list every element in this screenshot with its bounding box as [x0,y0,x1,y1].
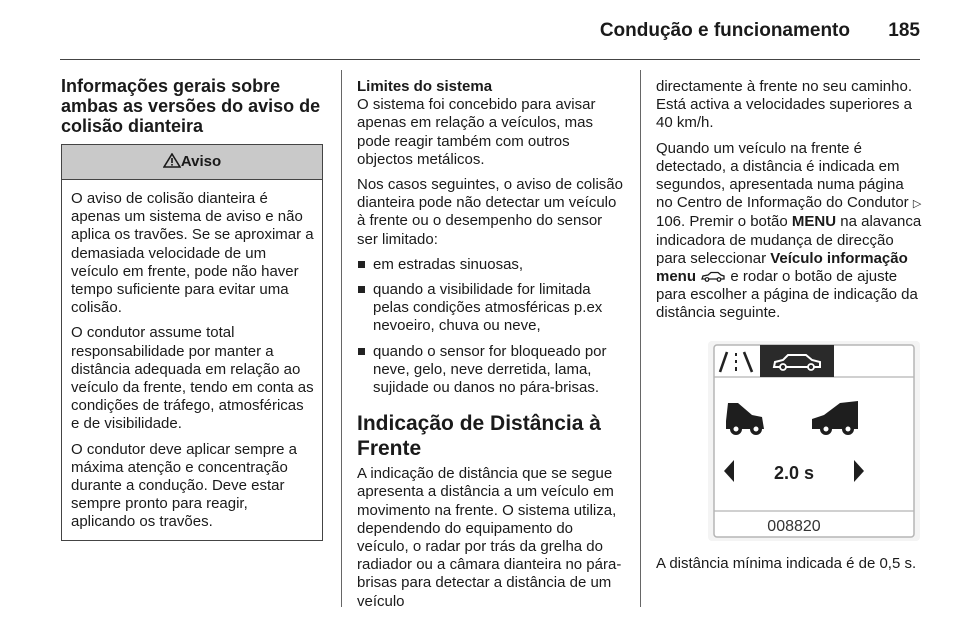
column-separator [640,70,641,607]
car-icon [700,271,726,282]
selected-tab [760,345,834,377]
warning-box [61,144,323,541]
page-number: 185 [888,20,920,41]
text-run: na alavanca indicadora de mudança de direcção para seleccionar [656,213,922,267]
menu-item-label: Veículo informação menu [656,249,908,286]
header-rule [60,59,920,60]
warning-paragraph: O condutor assume total responsabilidade por manter a distância adequada em relação ao veículo da frente, tendo em conta as condições de tráfego, atmosféricas e de visibilidade. [71,324,314,433]
page-reference-icon: ▷ [912,198,922,211]
paragraph [656,140,924,323]
paragraph: directamente à frente no seu caminho. Está activa a velocidades superiores a 40 km/h. [656,78,912,132]
warning-label: Aviso [180,153,222,170]
paragraph: O sistema foi concebido para avisar apenas em relação a veículos, mas pode reagir também com outros objectos metálicos. [357,96,596,168]
column-1 [61,68,323,541]
distance-display-illustration [708,341,920,541]
odometer-value: 008820 [767,517,821,535]
bullet-item: quando o sensor for bloqueado por neve, gelo, neve derretida, lama, sujidade ou danos no pára-brisas. [357,343,625,398]
paragraph: A distância mínima indicada é de 0,5 s. [656,554,917,572]
bullet-item: em estradas sinuosas, [357,256,625,274]
text-run: . Premir o botão [681,213,788,231]
column-2 [357,78,625,618]
text-run: Quando um veículo na frente é detectado, a distância é indicada em segundos, apresentada numa página no Centro de Informação do Condutor [656,139,909,212]
paragraph: Nos casos seguintes, o aviso de colisão dianteira pode não detectar um veículo à frente ou o desempenho do sensor ser limitado: [357,176,623,248]
column-separator [341,70,342,607]
section-heading-distance: Indicação de Distância à Frente [357,412,601,461]
page-header [0,0,960,60]
menu-button-label: MENU [791,213,837,231]
bullet-item: quando a visibilidade for limitada pelas condições atmosféricas p.ex nevoeiro, chuva ou neve, [357,281,625,336]
section-heading: Informações gerais sobre ambas as versões do aviso de colisão dianteira [61,76,321,136]
column-3 [656,78,924,580]
page-reference: 106 [656,213,682,231]
warning-paragraph: O condutor deve aplicar sempre a máxima atenção e concentração durante a condução. Deve estar sempre pronto para reagir, aplicando os travões. [71,440,297,531]
subheading-limits: Limites do sistema [357,78,493,95]
text-run: e rodar o botão de ajuste para escolher a página de indicação da distância seguinte. [656,268,918,322]
warning-header [62,145,322,180]
warning-triangle-icon [163,153,181,168]
paragraph: A indicação de distância que se segue apresenta a distância a um veículo em movimento na frente. O sistema utiliza, dependendo do equipamento do veículo, o radar por trás da grelha do radiador ou a câmara dianteira no pára-brisas para detectar a distância de um veículo [357,465,622,610]
warning-paragraph: O aviso de colisão dianteira é apenas um sistema de aviso e não aplica os travões. Se se aproximar a demasiada velocidade de um veículo em frente, pode não haver tempo suficiente para evitar uma colisão. [71,190,314,317]
display-graphic [708,341,920,541]
header-title: Condução e funcionamento [599,20,850,41]
warning-body [62,180,322,540]
distance-value: 2.0 s [773,462,815,483]
